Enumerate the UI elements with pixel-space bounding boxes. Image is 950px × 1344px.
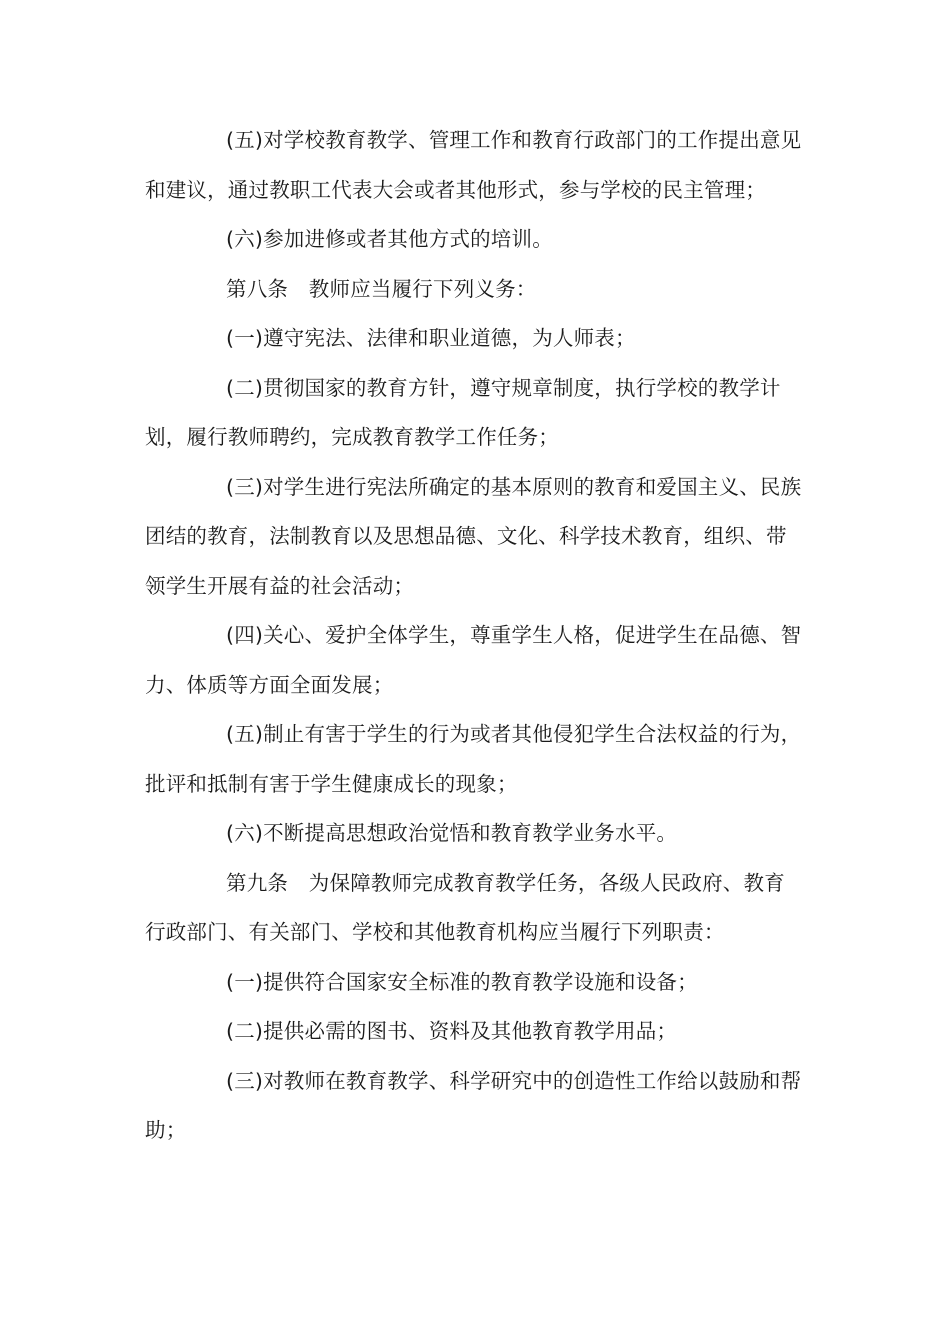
document-body xyxy=(145,116,805,1156)
paragraph-duty-6: (六)不断提高思想政治觉悟和教育教学业务水平。 xyxy=(226,821,678,845)
paragraph-responsibility-3: (三)对教师在教育教学、科学研究中的创造性工作给以鼓励和帮助； xyxy=(145,1068,802,1142)
article-8-heading: 第八条 教师应当履行下列义务： xyxy=(226,276,537,301)
paragraph-duty-1: (一)遵守宪法、法律和职业道德，为人师表； xyxy=(226,326,636,350)
paragraph-duty-2: (二)贯彻国家的教育方针，遵守规章制度，执行学校的教学计划，履行教师聘约，完成教育教学工作任务； xyxy=(145,375,781,449)
paragraph-duty-4: (四)关心、爱护全体学生，尊重学生人格，促进学生在品德、智力、体质等方面全面发展； xyxy=(145,623,802,697)
paragraph-duty-3: (三)对学生进行宪法所确定的基本原则的教育和爱国主义、民族团结的教育，法制教育以及思想品德、文化、科学技术教育，组织、带领学生开展有益的社会活动； xyxy=(145,474,802,598)
paragraph-rights-5: (五)对学校教育教学、管理工作和教育行政部门的工作提出意见和建议，通过教职工代表大会或者其他形式，参与学校的民主管理； xyxy=(145,128,802,202)
paragraph-responsibility-1: (一)提供符合国家安全标准的教育教学设施和设备； xyxy=(226,969,698,994)
paragraph-responsibility-2: (二)提供必需的图书、资料及其他教育教学用品； xyxy=(226,1019,678,1043)
article-9-heading: 第九条 为保障教师完成教育教学任务，各级人民政府、教育行政部门、有关部门、学校和其他教育机构应当履行下列职责： xyxy=(145,870,785,944)
paragraph-rights-6: (六)参加进修或者其他方式的培训。 xyxy=(226,227,553,251)
paragraph-duty-5: (五)制止有害于学生的行为或者其他侵犯学生合法权益的行为，批评和抵制有害于学生健康成长的现象； xyxy=(145,722,802,796)
